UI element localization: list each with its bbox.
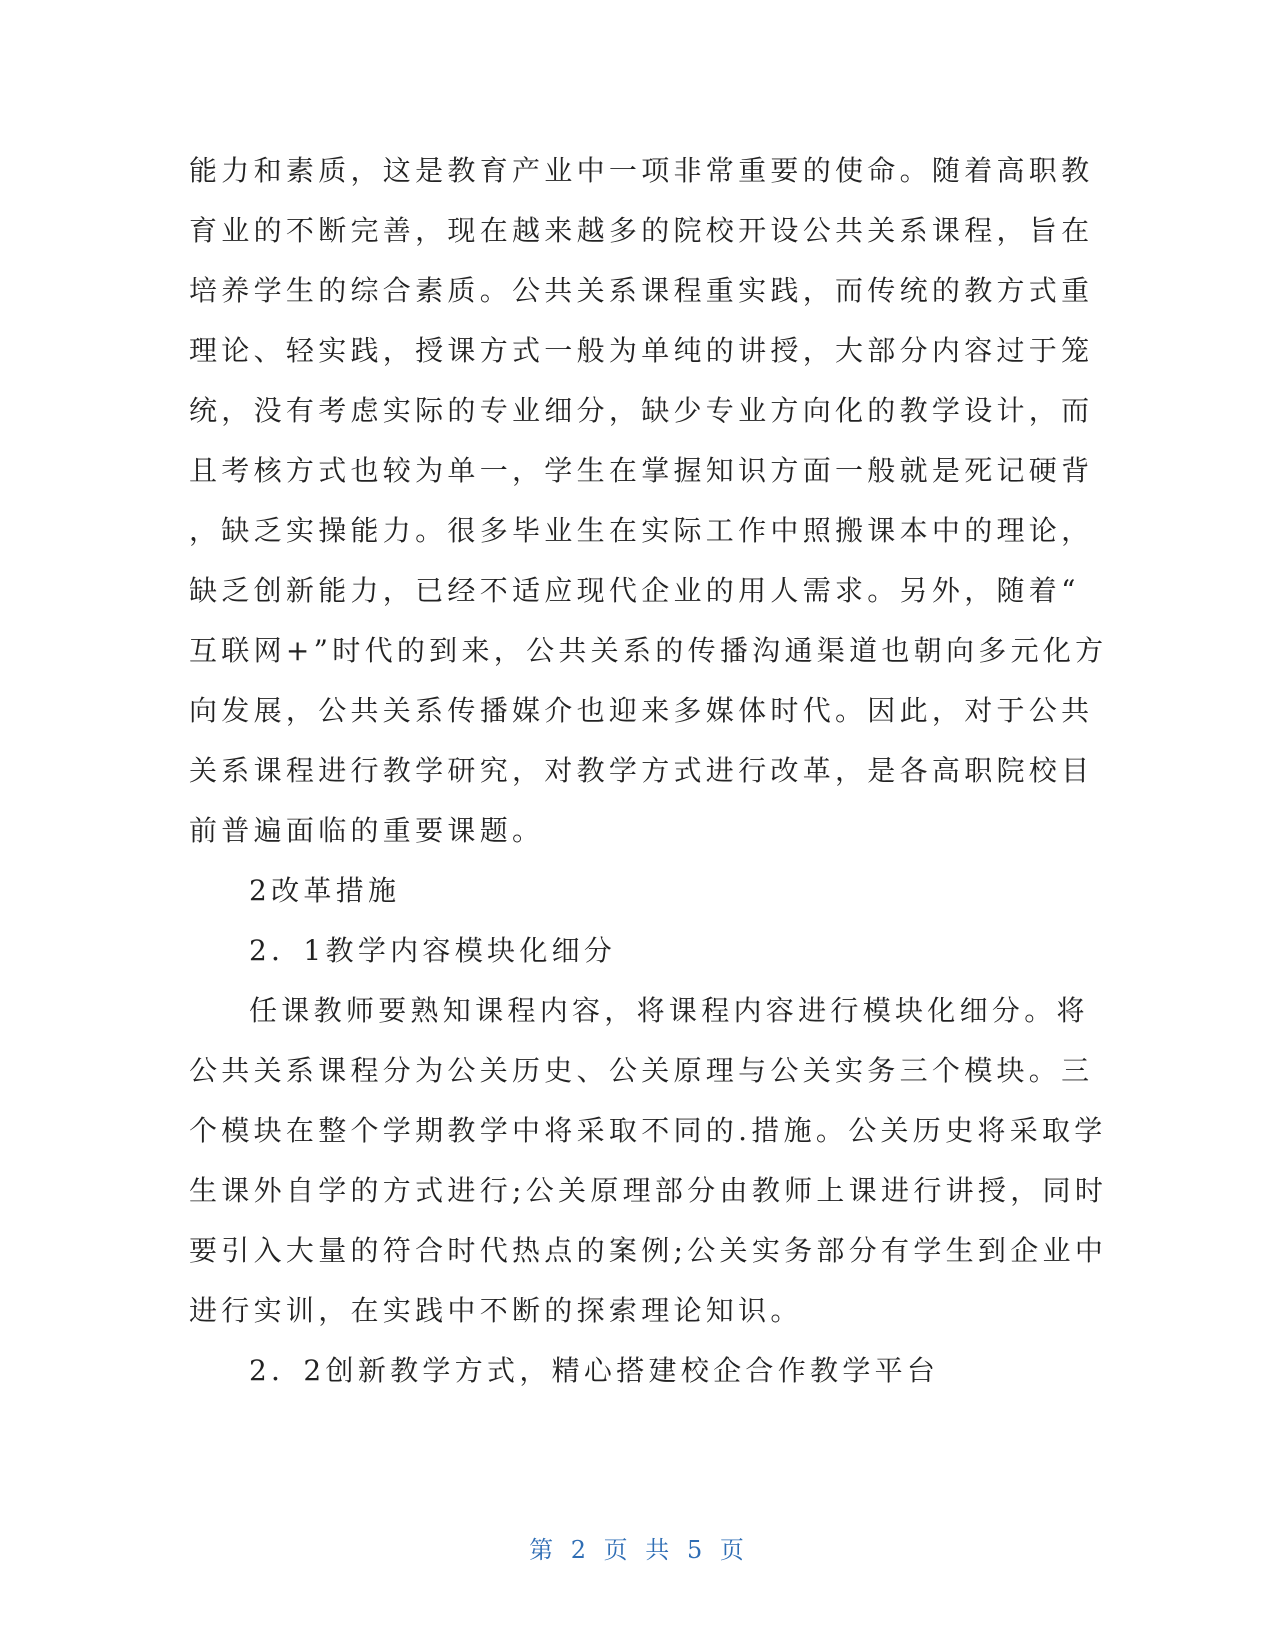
text-line-4: 理论、轻实践，授课方式一般为单纯的讲授，大部分内容过于笼 — [189, 334, 1094, 367]
subsection-heading-2-1: 2．1教学内容模块化细分 — [249, 934, 617, 967]
text-line-5: 统，没有考虑实际的专业细分，缺少专业方向化的教学设计，而 — [189, 394, 1094, 427]
text-line-19: 要引入大量的符合时代热点的案例;公关实务部分有学生到企业中 — [189, 1234, 1108, 1267]
text-line-2: 育业的不断完善，现在越来越多的院校开设公共关系课程，旨在 — [189, 214, 1094, 247]
text-line-15: 任课教师要熟知课程内容，将课程内容进行模块化细分。将 — [249, 994, 1089, 1027]
body-text — [189, 141, 1108, 1401]
text-line-10: 向发展，公共关系传播媒介也迎来多媒体时代。因此，对于公共 — [189, 694, 1094, 727]
text-line-17: 个模块在整个学期教学中将采取不同的.措施。公关历史将采取学 — [189, 1114, 1107, 1147]
page-number: 第 2 页 共 5 页 — [529, 1536, 746, 1564]
text-line-9: 互联网+”时代的到来，公共关系的传播沟通渠道也朝向多元化方 — [189, 634, 1108, 667]
subsection-heading-2-2: 2．2创新教学方式，精心搭建校企合作教学平台 — [249, 1354, 940, 1387]
text-line-8: 缺乏创新能力，已经不适应现代企业的用人需求。另外，随着“ — [189, 574, 1080, 607]
text-line-16: 公共关系课程分为公关历史、公关原理与公关实务三个模块。三 — [189, 1054, 1094, 1087]
text-line-7: ，缺乏实操能力。很多毕业生在实际工作中照搬课本中的理论， — [189, 514, 1094, 547]
text-line-1: 能力和素质，这是教育产业中一项非常重要的使命。随着高职教 — [189, 154, 1094, 187]
section-heading: 2改革措施 — [249, 874, 401, 907]
text-line-11: 关系课程进行教学研究，对教学方式进行改革，是各高职院校目 — [189, 754, 1094, 787]
text-line-18: 生课外自学的方式进行;公关原理部分由教师上课进行讲授，同时 — [189, 1174, 1108, 1207]
text-line-3: 培养学生的综合素质。公共关系课程重实践，而传统的教方式重 — [189, 274, 1094, 307]
text-line-12: 前普遍面临的重要课题。 — [189, 814, 545, 847]
text-line-20: 进行实训，在实践中不断的探索理论知识。 — [189, 1294, 803, 1327]
text-line-6: 且考核方式也较为单一，学生在掌握知识方面一般就是死记硬背 — [189, 454, 1094, 487]
